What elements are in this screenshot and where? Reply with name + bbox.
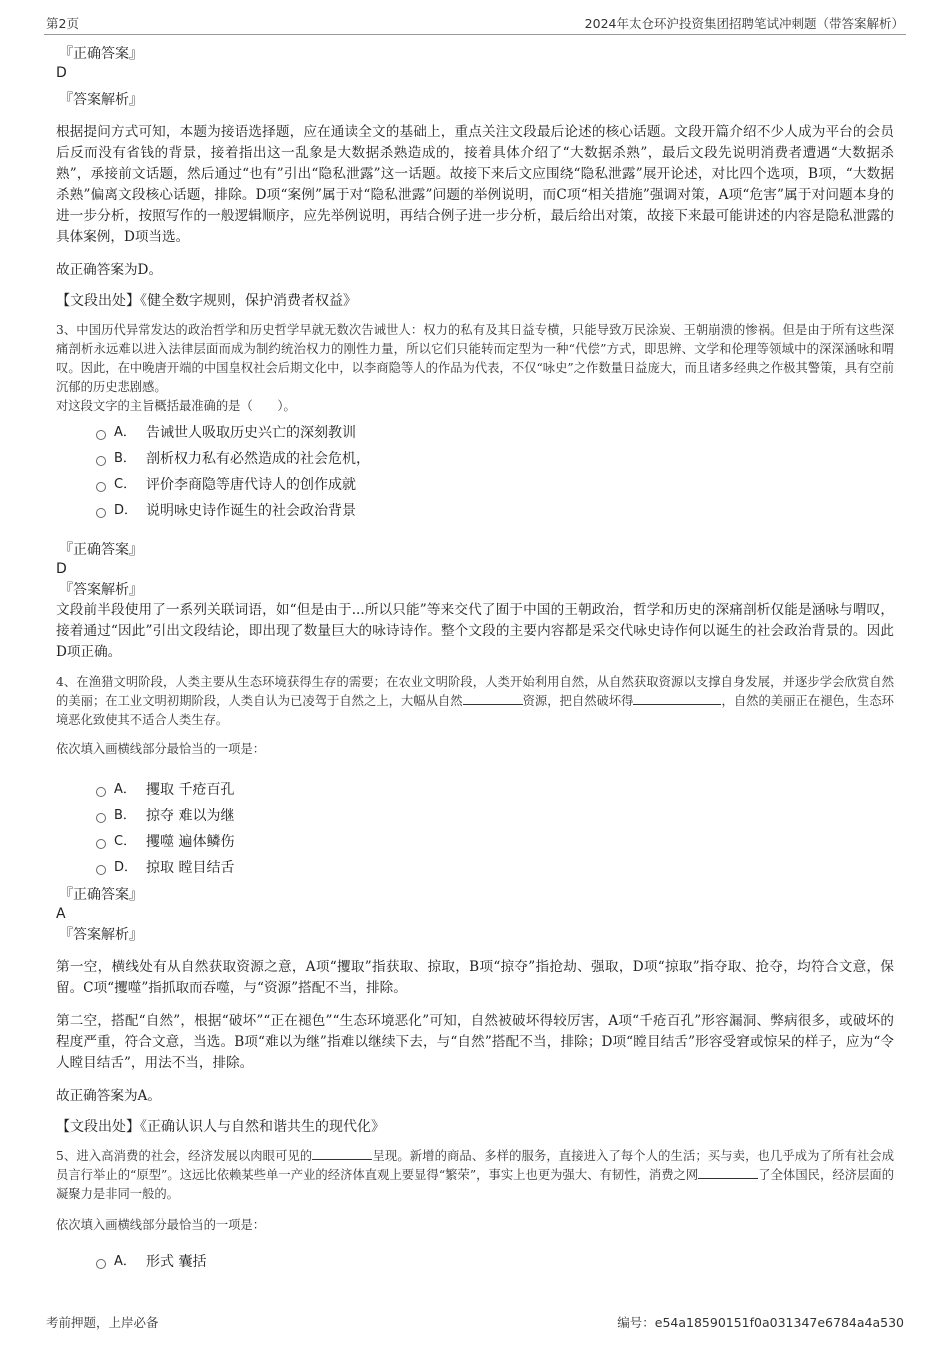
option-q4-d[interactable] [56, 855, 894, 881]
document-body [56, 44, 894, 1275]
option-q3-d[interactable] [56, 498, 894, 524]
analysis-q2-p1: 根据提问方式可知，本题为接语选择题，应在通读全文的基础上，重点关注文段最后论述的核心话题。文段开篇介绍不少人成为平台的会员后反而没有省钱的背景，接着指出这一乱象是大数据杀熟造成的，接着具体介绍了“大数据杀熟”，最后文段先说明消费者遭遇“大数据杀熟”，承接前文话题，然后通过“也有”引出“隐私泄露”这一话题。故接下来后文应围绕“隐私泄露”展开论述，对比四个选项，B项，“大数据杀熟”偏离文段核心话题，排除。D项“案例”属于对“隐私泄露”问题的举例说明，而C项“相关措施”强调对策，A项“危害”属于对问题本身的进一步分析，按照写作的一般逻辑顺序，应先举例说明，再结合例子进一步分析，最后给出对策，故接下来最可能讲述的内容是隐私泄露的具体案例，D项当选。 [56, 124, 894, 245]
radio-icon[interactable] [96, 430, 106, 440]
radio-icon[interactable] [96, 839, 106, 849]
option-letter: D． [114, 860, 138, 875]
document-title: 2024年太仓环沪投资集团招聘笔试冲刺题（带答案解析） [584, 16, 904, 31]
question-5-stem [56, 1147, 894, 1204]
option-text: 剖析权力私有必然造成的社会危机， [146, 451, 370, 467]
document-serial: 编号：e54a18590151f0a031347e6784a4a530 [617, 1315, 904, 1330]
radio-icon[interactable] [96, 813, 106, 823]
question-5-prompt: 依次填入画横线部分最恰当的一项是： [56, 1218, 266, 1232]
question-5-options [56, 1249, 894, 1275]
radio-icon[interactable] [96, 456, 106, 466]
correct-answer-q3: D [56, 561, 67, 577]
analysis-label: 『答案解析』 [59, 92, 143, 108]
question-4-options [56, 777, 894, 881]
page-header [44, 12, 906, 35]
correct-answer-label: 『正确答案』 [59, 887, 143, 903]
option-text: 说明咏史诗作诞生的社会政治背景 [146, 503, 356, 519]
source-q2: 【文段出处】《健全数字规则，保护消费者权益》 [56, 293, 357, 309]
option-text: 攫噬 遍体鳞伤 [146, 834, 235, 850]
option-text: 掠夺 难以为继 [146, 808, 235, 824]
option-letter: C． [114, 834, 137, 849]
radio-icon[interactable] [96, 508, 106, 518]
fill-blank-1 [312, 1147, 372, 1160]
question-3-prompt: 对这段文字的主旨概括最准确的是（ ）。 [56, 399, 296, 413]
option-letter: C． [114, 477, 137, 492]
option-text: 攫取 千疮百孔 [146, 782, 235, 798]
radio-icon[interactable] [96, 1259, 106, 1269]
analysis-label: 『答案解析』 [59, 927, 143, 943]
option-letter: D． [114, 503, 138, 518]
question-3-stem: 3、中国历代异常发达的政治哲学和历史哲学早就无数次告诫世人：权力的私有及其日益专横，只能导致万民涂炭、王朝崩溃的惨祸。但是由于所有这些深痛剖析永远难以进入法律层面而成为制约统治权力的刚性力量，所以它们只能转而定型为一种“代偿”方式，即思辨、文学和伦理等领域中的深深涵咏和喟叹。因此，在中晚唐开端的中国皇权社会后期文化中，以李商隐等人的作品为代表，不仅“咏史”之作数量日益庞大，而且诸多经典之作极其警策，具有空前沉郁的历史悲剧感。 [56, 323, 894, 394]
stem-text: 4、在渔猎文明阶段，人类主要从生态环境获得生存的需要；在农业文明阶段，人类开始利用自然，从自然获取资源以支撑自身发展，并逐步学会欣赏自然的美丽；在工业文明初期阶段，人类自认为已凌驾于自然之上，大幅从自然 [56, 675, 894, 708]
correct-answer-q2: D [56, 65, 67, 81]
stem-text: 5、进入高消费的社会，经济发展以肉眼可见的 [56, 1149, 313, 1163]
analysis-q4-p1: 第一空，横线处有从自然获取资源之意，A项“攫取”指获取、掠取，B项“掠夺”指抢劫、强取，D项“掠取”指夺取、抢夺，均符合文意，保留。C项“攫噬”指抓取而吞噬，与“资源”搭配不当，排除。 [56, 959, 894, 996]
option-text: 形式 囊括 [146, 1254, 207, 1270]
option-letter: B． [114, 808, 136, 823]
stem-text: 资源，把自然破坏得 [522, 694, 634, 708]
question-4-prompt: 依次填入画横线部分最恰当的一项是： [56, 742, 266, 756]
fill-blank-2 [633, 692, 721, 705]
question-4-stem [56, 673, 894, 730]
option-letter: A． [114, 425, 136, 440]
page-number: 第2页 [46, 16, 79, 31]
stem-text: ，自然的美丽正在褪色，生态环境恶化致使其不适合人类生存。 [56, 694, 894, 727]
analysis-q2-p2: 故正确答案为D。 [56, 262, 163, 278]
correct-answer-label: 『正确答案』 [59, 46, 143, 62]
option-q4-b[interactable] [56, 803, 894, 829]
option-q4-a[interactable] [56, 777, 894, 803]
option-letter: A． [114, 782, 136, 797]
analysis-label: 『答案解析』 [59, 582, 143, 598]
option-letter: A． [114, 1254, 136, 1269]
option-text: 评价李商隐等唐代诗人的创作成就 [146, 477, 356, 493]
source-q4: 【文段出处】《正确认识人与自然和谐共生的现代化》 [56, 1119, 385, 1135]
stem-text: 呈现。新增的商品、多样的服务，直接进入了每个人的生活；买与卖，也几乎成为了所有社会成员言行举止的“原型”。这远比依赖某些单一产业的经济体直观上要显得“繁荣”，事实上也更为强大、有韧性，消费之网 [56, 1149, 894, 1182]
correct-answer-label: 『正确答案』 [59, 542, 143, 558]
fill-blank-1 [463, 692, 523, 705]
fill-blank-2 [698, 1166, 758, 1179]
stem-text: 了全体国民，经济层面的凝聚力是非同一般的。 [56, 1168, 894, 1201]
option-text: 告诫世人吸取历史兴亡的深刻教训 [146, 425, 356, 441]
correct-answer-q4: A [56, 906, 66, 922]
question-3-options [56, 420, 894, 524]
radio-icon[interactable] [96, 787, 106, 797]
analysis-q4-p2: 第二空，搭配“自然”，根据“破坏”“正在褪色”“生态环境恶化”可知，自然被破坏得较厉害，A项“千疮百孔”形容漏洞、弊病很多，或破坏的程度严重，符合文意，当选。B项“难以为继”指难以继续下去，与“自然”搭配不当，排除；D项“瞠目结舌”形容受窘或惊呆的样子，应为“令人瞠目结舌”，用法不当，排除。 [56, 1013, 894, 1071]
radio-icon[interactable] [96, 865, 106, 875]
radio-icon[interactable] [96, 482, 106, 492]
option-q3-b[interactable] [56, 446, 894, 472]
analysis-q4-p3: 故正确答案为A。 [56, 1088, 161, 1104]
analysis-q3: 文段前半段使用了一系列关联词语，如“但是由于...所以只能”等来交代了囿于中国的王朝政治，哲学和历史的深痛剖析仅能是涵咏与喟叹，接着通过“因此”引出文段结论，即出现了数量巨大的咏诗诗作。整个文段的主要内容都是采交代咏史诗作何以诞生的社会政治背景的。因此D项正确。 [56, 602, 894, 660]
footer-slogan: 考前押题，上岸必备 [46, 1315, 159, 1330]
option-q3-a[interactable] [56, 420, 894, 446]
option-letter: B． [114, 451, 136, 466]
option-q5-a[interactable] [56, 1249, 894, 1275]
option-text: 掠取 瞠目结舌 [146, 860, 235, 876]
option-q3-c[interactable] [56, 472, 894, 498]
option-q4-c[interactable] [56, 829, 894, 855]
